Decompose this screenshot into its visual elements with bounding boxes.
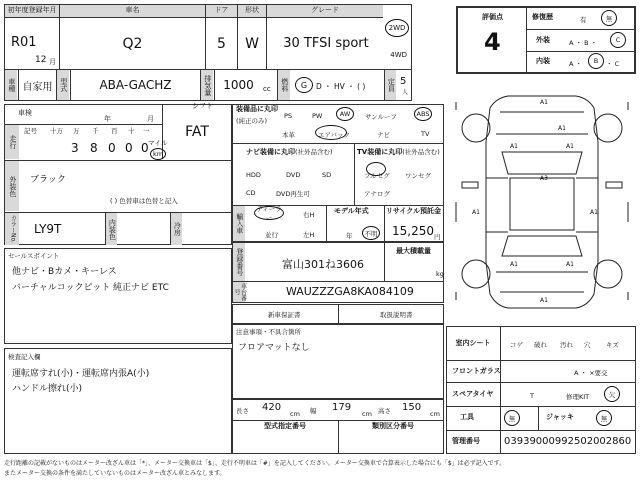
color-no-value: LY9T — [34, 222, 62, 236]
interior-eval-b — [588, 53, 604, 69]
shift-label: シフト — [192, 102, 213, 110]
spare-label: スペアタイヤ — [452, 390, 494, 398]
drive-2wd — [385, 19, 409, 37]
height-value: 150 — [402, 402, 422, 413]
seat-item-3: 汚れ — [560, 341, 573, 349]
exterior-eval-label: 外装 — [536, 36, 550, 44]
airbag-circle — [315, 125, 347, 140]
diagram-a1-hood: A1 — [558, 125, 566, 132]
import-dealer-text: ディーラー — [256, 205, 282, 222]
footer-line1: 走行距離の記載がないものはメーター改ざん車は「*」、メーター交換車は「$」、走行不明車は「#」を記入してください。メーター交換車で合算表示した場合にも「$」は必ず記入です。 — [4, 460, 506, 467]
navi-label-text: ナビ装備に丸印 — [246, 148, 295, 156]
spare-t: T — [530, 392, 534, 400]
tools-label: 工具 — [460, 413, 474, 421]
color-no-label: カラーNo. — [5, 213, 19, 245]
repair-yes: 有 — [580, 16, 587, 24]
first-reg-label: 初年度登録年月 — [5, 5, 59, 18]
diagram-a1-front: A1 — [540, 99, 548, 106]
interior-eval-label: 内装 — [536, 57, 550, 65]
car-damage-diagram — [448, 82, 636, 320]
glass-items: A ・ ×要交 — [574, 369, 608, 377]
shift-value: FAT — [185, 124, 209, 140]
width-unit: cm — [362, 410, 372, 418]
recycle-label: リサイクル預託金 — [386, 207, 442, 215]
mile-label: マイル — [148, 139, 168, 147]
equip-aw — [336, 107, 354, 121]
drive-4wd: 4WD — [390, 51, 407, 59]
km-circled — [150, 148, 166, 160]
displacement-label: 排気量 — [200, 70, 213, 100]
equip-tv: TV — [421, 130, 430, 138]
unit-6: 一 — [143, 127, 150, 135]
unit-1: 十万 — [50, 127, 63, 135]
door-value: 5 — [217, 36, 226, 52]
grade-cell — [266, 4, 412, 70]
score-label: 評価点 — [482, 13, 503, 21]
interior-color-label: 内装色 — [105, 213, 117, 245]
max-load-label: 最大積載量 — [396, 247, 431, 255]
digit-5: 0 — [141, 141, 149, 155]
equip-navi: ナビ — [377, 131, 390, 139]
exterior-label: 外装色 — [5, 161, 19, 211]
navi-label — [246, 149, 333, 157]
height-label: 高さ — [378, 407, 391, 415]
equipment-label: 装備品に丸印 — [236, 105, 278, 113]
digit-1: 3 — [71, 141, 79, 155]
cooler-label: 冷房 — [170, 213, 182, 245]
shape-value: W — [245, 36, 259, 52]
spare-kit: 修理KIT — [566, 393, 590, 401]
equipment-sub: (純正のみ) — [236, 117, 268, 125]
first-reg-era: R01 — [11, 35, 37, 50]
import-left: 左H — [303, 231, 315, 239]
diagram-a1-rear-left: A1 — [510, 261, 518, 268]
exterior-eval-grades: A ・ B ・ — [569, 39, 598, 47]
grade-value: 30 TFSI sport — [283, 35, 369, 51]
capacity-value: 5 — [400, 76, 407, 87]
capacity-label: 定員 — [384, 70, 396, 100]
tv-label-text: TV装備に丸印 — [357, 148, 403, 156]
spare-none-text: 欠 — [608, 390, 616, 399]
navi-cd: CD — [246, 189, 256, 197]
shape-cell — [237, 4, 267, 70]
grade-label: グレード — [267, 5, 383, 18]
inspection-month-unit: 月 — [147, 115, 154, 123]
jack-none-text: 無 — [600, 414, 608, 423]
navi-dvd: DVD — [286, 171, 301, 179]
length-label: 長さ — [236, 407, 249, 415]
spare-none — [604, 386, 620, 402]
equip-airbag: エアバック — [318, 131, 350, 139]
displacement-value: 1000 — [214, 70, 262, 100]
exterior-eval-c-text: C — [615, 36, 621, 44]
control-value: 03939000992502002860 — [504, 436, 632, 447]
first-reg-month: 12 — [35, 55, 47, 65]
seat-label: 室内シート — [455, 339, 491, 348]
inspector-line1: 運転席すれ(小)・運転席内張A(小) — [12, 369, 150, 379]
warranty-manual: 取扱説明書 — [380, 311, 413, 319]
import-dealer — [254, 206, 284, 220]
equip-sunroof: サンルーフ — [365, 113, 397, 121]
door-cell — [205, 4, 238, 70]
navi-sd: SD — [322, 171, 332, 179]
digit-3: 0 — [108, 141, 116, 155]
equip-leather: 本革 — [282, 131, 295, 139]
mileage-digit-label: 記号 — [24, 127, 37, 135]
inspector-line2: ハンドル擦れ(小) — [12, 384, 83, 394]
notes-line1: フロアマットなし — [238, 343, 310, 353]
door-label: ドア — [206, 5, 237, 18]
tools-none-text: 無 — [508, 414, 516, 423]
import-parallel: 並行 — [265, 231, 278, 239]
tv-fullseg: フルセグ — [364, 172, 390, 180]
first-reg-month-unit: 月 — [49, 58, 56, 66]
exterior-note: ( ) 色替車は色替と記入 — [110, 197, 178, 205]
registration-label: 登録番号 — [233, 243, 245, 281]
glass-label: フロントガラス — [452, 367, 501, 375]
seat-item-4: 穴 — [584, 341, 591, 349]
car-name-value: Q2 — [122, 36, 143, 52]
model-year-label: モデル年式 — [334, 207, 369, 215]
digit-4: 0 — [125, 141, 133, 155]
import-right: 右H — [303, 211, 315, 219]
unit-4: 百 — [111, 127, 118, 135]
diagram-a1-left: A1 — [510, 143, 518, 150]
sales-point-label: セールスポイント — [8, 252, 60, 260]
max-load-unit: kg — [436, 270, 444, 278]
jack-label: ジャッキ — [546, 413, 574, 421]
recycle-value: 15,250 — [392, 224, 434, 238]
drive-2wd-text: 2WD — [388, 24, 406, 32]
equip-aw-text: AW — [339, 110, 351, 118]
height-unit: cm — [430, 410, 440, 418]
diagram-a1-rear-right: A1 — [566, 261, 574, 268]
unit-5: 十 — [128, 127, 135, 135]
model-value: ABA-GACHZ — [70, 70, 200, 100]
diagram-a1-rear: A1 — [540, 297, 548, 304]
inspection-year-unit: 年 — [104, 115, 111, 123]
capacity-unit: 人 — [402, 89, 409, 96]
equip-abs — [414, 107, 432, 121]
chassis-value: WAUZZZGA8KA084109 — [286, 285, 414, 298]
interior-eval-c: ・ C — [606, 60, 620, 68]
equip-pw: PW — [312, 112, 323, 120]
model-year-unknown-text: 不明 — [364, 229, 378, 238]
tv-label — [357, 149, 440, 157]
tv-analog: アナログ — [364, 190, 390, 198]
sales-point-line1: 他ナビ・Bカメ・キーレス — [12, 267, 117, 277]
inspection-label: 車検 — [18, 109, 32, 118]
tools-none — [504, 410, 520, 426]
fullseg-circle — [366, 162, 386, 176]
unit-2: 万 — [73, 127, 80, 135]
recycle-yen: 円 — [434, 233, 441, 241]
exterior-eval-c — [610, 32, 626, 48]
import-label: 輸入車 — [233, 206, 245, 241]
inspector-box — [4, 348, 232, 454]
warranty-new: 新車保証書 — [268, 311, 301, 319]
first-reg-cell — [4, 4, 60, 70]
width-label: 幅 — [310, 407, 317, 415]
seat-item-2: 破れ — [534, 341, 547, 349]
equip-ps: PS — [284, 112, 293, 120]
notes-label: 注意事項・不具合箇所 — [236, 328, 301, 336]
digit-2: 8 — [90, 141, 98, 155]
unit-3: 千 — [92, 127, 99, 135]
sales-point-line2: バーチャルコックピット 純正ナビ ETC — [12, 283, 169, 293]
sales-point-box — [4, 248, 232, 344]
shape-label: 形状 — [238, 5, 266, 18]
kind-value: 自家用 — [18, 70, 56, 100]
repair-no-text: 無 — [605, 14, 613, 23]
registration-value: 富山301ね3606 — [282, 258, 364, 271]
seat-item-5: キズ — [606, 341, 619, 349]
car-name-cell — [59, 4, 206, 70]
interior-eval-a: A ・ — [569, 60, 583, 68]
diagram-a1-side-left: A1 — [472, 209, 480, 216]
model-year-unit: 年 — [346, 232, 353, 240]
chassis-label: 車台番号 — [233, 283, 247, 301]
exterior-color: ブラック — [30, 175, 66, 185]
diagram-a1-side-right: A1 — [590, 209, 598, 216]
equip-abs-text: ABS — [416, 110, 430, 118]
diagram-a3-roof: A3 — [540, 175, 548, 182]
fuel-label: 燃料 — [277, 70, 290, 100]
mileage-label: 走行 — [5, 125, 19, 159]
interior-eval-b-text: B — [593, 57, 599, 65]
car-name-label: 車名 — [60, 5, 205, 18]
navi-dvd-play: DVD再生可 — [276, 190, 310, 198]
repair-no — [601, 10, 617, 26]
class-label: 類別区分番号 — [372, 422, 414, 430]
tv-sub: (社外品含む) — [402, 148, 440, 156]
tv-oneseg: ワンセグ — [405, 172, 431, 180]
fuel-g-text: G — [300, 80, 308, 90]
km-text: km — [152, 150, 164, 158]
model-label: 型式 — [56, 70, 69, 100]
fuel-others: D ・ HV ・ ( ) — [316, 82, 366, 91]
navi-sub: (社外品含む) — [295, 148, 333, 156]
jack-none — [596, 410, 612, 426]
model-year-unknown — [362, 226, 380, 240]
width-value: 179 — [332, 402, 352, 413]
control-label: 管理番号 — [452, 437, 480, 445]
type-label: 型式指定番号 — [264, 422, 306, 430]
displacement-unit: cc — [263, 85, 271, 93]
fuel-g — [295, 77, 313, 93]
navi-hdd: HDD — [246, 171, 261, 179]
footer-line2: またメーター交換の条件を満たしていないものはメーター改ざん車とみなします。 — [4, 470, 226, 477]
inspector-label: 検査記入欄 — [8, 353, 41, 361]
kind-label: 車種 — [5, 70, 17, 100]
score-value: 4 — [484, 28, 501, 56]
length-value: 420 — [262, 402, 282, 413]
length-unit: cm — [290, 410, 300, 418]
seat-item-1: コゲ — [510, 341, 523, 349]
diagram-a1-right: A1 — [566, 143, 574, 150]
repair-label: 修復歴 — [532, 13, 553, 21]
